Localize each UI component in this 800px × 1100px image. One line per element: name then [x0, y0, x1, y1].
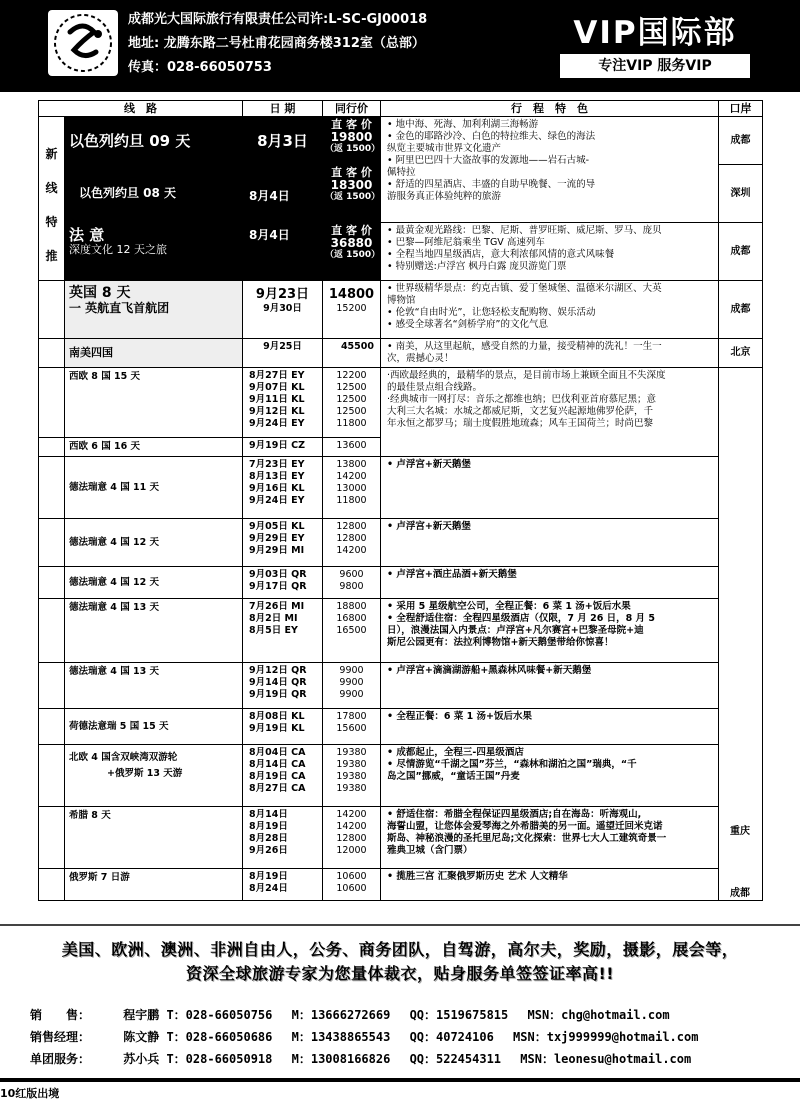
- table-row: [39, 567, 763, 599]
- price: 12500: [336, 394, 367, 405]
- price-cell: [323, 663, 381, 709]
- price: 9900: [339, 689, 364, 700]
- price: 12200: [336, 370, 367, 381]
- price: 9900: [339, 677, 364, 688]
- dates-cell: [243, 339, 323, 368]
- promo-banner: [0, 924, 800, 1004]
- features-cell: [381, 807, 719, 869]
- spacer-cell: [39, 745, 65, 807]
- dates-cell: [243, 567, 323, 599]
- new-tag-char: 线: [45, 181, 58, 195]
- feature-line: 海誓山盟，让您体会爱琴海之外希腊美的另一面。遥望迁回米克诺: [387, 821, 663, 832]
- dates-cell: [243, 745, 323, 807]
- route-cell: 德法瑞意 4 国 11 天: [65, 457, 243, 519]
- date: 9月19日 CZ: [249, 440, 305, 451]
- price: 19380: [336, 759, 367, 770]
- price: 13800: [336, 459, 367, 470]
- new-tag-char: 新: [45, 147, 58, 161]
- date: 9月19日 QR: [249, 689, 307, 700]
- banner-line-1: 美国、欧洲、澳洲、非洲自由人，公务、商务团队，自驾游，高尔夫，奖励，摄影，展会等，: [61, 940, 739, 959]
- contact-qq: QQ：40724106: [409, 1030, 494, 1044]
- features-cell: [381, 457, 719, 519]
- date: 9月03日 QR: [249, 569, 307, 580]
- features-cell: [381, 281, 719, 339]
- price-cell: [323, 281, 381, 339]
- spacer-cell: [39, 807, 65, 869]
- route-name: 英国 8 天: [69, 285, 131, 301]
- features-cell: [381, 567, 719, 599]
- date: 8月14日 CA: [249, 759, 306, 770]
- price: 10600: [336, 883, 367, 894]
- date: 9月14日 QR: [249, 677, 307, 688]
- route-cell: [65, 165, 243, 223]
- price-cell: [323, 599, 381, 663]
- table-row: [39, 117, 763, 165]
- route-subtitle: 一 英航直飞首航团: [69, 301, 170, 315]
- price-cell: [323, 567, 381, 599]
- route-cell: [65, 281, 243, 339]
- price: 16500: [336, 625, 367, 636]
- features-cell: [381, 745, 719, 807]
- features-cell: [381, 599, 719, 663]
- feature-line: ·经典城市一网打尽：音乐之都维也纳；巴伐利亚首府慕尼黑；意: [387, 394, 657, 405]
- contact-row: [30, 1004, 790, 1026]
- route-cell: [65, 223, 243, 281]
- spacer-cell: [39, 567, 65, 599]
- table-row: [39, 599, 763, 663]
- date: 8月5日 EY: [249, 625, 298, 636]
- date: 9月23日: [255, 287, 310, 302]
- table-header-row: [39, 101, 763, 117]
- date: 8月28日: [249, 833, 288, 844]
- spacer-cell: [39, 368, 65, 438]
- spacer-cell: [39, 339, 65, 368]
- feature-line: • 南美，从这里起航，感受自然的力量，接受精神的洗礼！一生一: [387, 341, 662, 352]
- price-cell: [323, 368, 381, 438]
- contact-msn: MSN：txj999999@hotmail.com: [513, 1030, 699, 1044]
- price: 14200: [336, 545, 367, 556]
- feature-line: 斯尼公园更有：法拉利博物馆+新天鹅堡带给你惊喜！: [387, 637, 614, 648]
- price-cell: [323, 223, 381, 281]
- route-cell: 南美四国: [65, 339, 243, 368]
- date: 9月07日 KL: [249, 382, 305, 393]
- page-footer: 10红版出境: [0, 1087, 60, 1100]
- date: 8月2日 MI: [249, 613, 298, 624]
- price: 36880: [330, 236, 373, 250]
- date: 8月4日: [249, 188, 290, 203]
- price-label: 直 客 价: [331, 166, 372, 179]
- price-cell: [323, 519, 381, 567]
- price: 11800: [336, 418, 367, 429]
- feature-line: • 采用 5 星级航空公司，全程正餐：6 菜 1 汤+饭后水果: [387, 601, 631, 612]
- price: 13000: [336, 483, 367, 494]
- feature-line: 年永恒之都罗马；瑞士度假胜地琉森；风车王国荷兰；时尚巴黎: [387, 418, 654, 429]
- table-row: [39, 457, 763, 519]
- price: 16800: [336, 613, 367, 624]
- price: 9800: [339, 581, 364, 592]
- price: 17800: [336, 711, 367, 722]
- features-cell: [381, 339, 719, 368]
- price: 13600: [336, 440, 367, 451]
- route-cell: 德法瑞意 4 国 13 天: [65, 663, 243, 709]
- new-tag-char: 推: [45, 249, 58, 263]
- date: 8月19日: [249, 871, 288, 882]
- route-cell: 德法瑞意 4 国 12 天: [65, 567, 243, 599]
- feature-line: • 阿里巴巴四十大盗故事的发源地——岩石古城-: [387, 155, 590, 166]
- contact-qq: QQ：522454311: [409, 1052, 502, 1066]
- route-cell: 希腊 8 天: [65, 807, 243, 869]
- date: 9月24日 EY: [249, 495, 305, 506]
- header-route: 线 路: [39, 101, 243, 117]
- features-cell: [381, 709, 719, 745]
- port-cell: 成都: [719, 117, 763, 165]
- spacer-cell: [39, 709, 65, 745]
- table-row: [39, 519, 763, 567]
- feature-line: 斯岛、神秘浪漫的圣托里尼岛;文化探索：世界七大人工建筑奇景一: [387, 833, 667, 844]
- feature-line: 的最佳景点组合线路。: [387, 382, 483, 393]
- contact-msn: MSN：chg@hotmail.com: [527, 1008, 670, 1022]
- date: 7月26日 MI: [249, 601, 305, 612]
- dates-cell: [243, 438, 323, 457]
- feature-line: 雅典卫城（含门票）: [387, 845, 473, 856]
- date: 9月05日 KL: [249, 521, 305, 532]
- feature-line: • 舒适住宿：希腊全程保证四星级酒店;自在海岛：听海观山,: [387, 809, 642, 820]
- feature-line: • 伦敦“自由时光”，让您轻松支配购物、娱乐活动: [387, 307, 596, 318]
- route-name: 西欧 8 国 15 天: [69, 371, 141, 382]
- header-price: 同行价: [323, 101, 381, 117]
- port-cell: 北京: [719, 339, 763, 368]
- contact-mobile: M：13666272669: [291, 1008, 391, 1022]
- date: 8月19日 CA: [249, 771, 306, 782]
- route-cell: 德法瑞意 4 国 13 天: [65, 599, 243, 663]
- price: 12800: [336, 533, 367, 544]
- feature-line: 纵览主要城市世界文化遗产: [387, 143, 502, 154]
- price: 11800: [336, 495, 367, 506]
- port-empty-cell: [719, 368, 763, 901]
- price-cell: [323, 869, 381, 901]
- dates-cell: [243, 281, 323, 339]
- feature-line: 大利三大名城：水城之都威尼斯，文艺复兴起源地佛罗伦萨，千: [387, 406, 654, 417]
- table-row: [39, 339, 763, 368]
- contact-mobile: M：13008166826: [291, 1052, 391, 1066]
- feature-line: • 揽胜三宫 汇聚俄罗斯历史 艺术 人文精华: [387, 871, 568, 882]
- header: [0, 0, 800, 92]
- table-row: [39, 223, 763, 281]
- price: 12000: [336, 845, 367, 856]
- contact-role: 单团服务：: [30, 1052, 91, 1066]
- date: 9月12日 KL: [249, 406, 305, 417]
- new-tag-cell: [39, 117, 65, 281]
- feature-line: • 特别赠送:卢浮宫 枫丹白露 庞贝游览门票: [387, 261, 567, 272]
- date: 8月04日 CA: [249, 747, 306, 758]
- feature-line: • 卢浮宫+新天鹅堡: [387, 521, 471, 532]
- port-cell: 成都: [719, 223, 763, 281]
- spacer-cell: [39, 457, 65, 519]
- price-cell: [323, 807, 381, 869]
- price: 15600: [336, 723, 367, 734]
- spacer-cell: [39, 599, 65, 663]
- dates-cell: [243, 807, 323, 869]
- date: 9月25日: [263, 341, 302, 352]
- price: 9900: [339, 665, 364, 676]
- price-label: 直 客 价: [331, 118, 372, 131]
- date: 8月27日 EY: [249, 370, 305, 381]
- contact-name-tel: 陈文静 T：028-66050686: [123, 1030, 273, 1044]
- table-row: [39, 281, 763, 339]
- date: 8月24日: [249, 883, 288, 894]
- date: 9月12日 QR: [249, 665, 307, 676]
- route-cell: [65, 117, 243, 165]
- price: 12500: [336, 406, 367, 417]
- feature-line: 岛之国”挪威，“童话王国”丹麦: [387, 771, 520, 782]
- price: 14200: [336, 809, 367, 820]
- feature-line: • 卢浮宫+酒庄品酒+新天鹅堡: [387, 569, 517, 580]
- price-cell: [323, 117, 381, 165]
- dates-cell: [243, 457, 323, 519]
- date: 9月26日: [249, 845, 288, 856]
- table-row: [39, 807, 763, 869]
- dates-cell: [243, 663, 323, 709]
- feature-line: • 全程舒适住宿：全程四星级酒店（仅限，7 月 26 日，8 月 5: [387, 613, 655, 624]
- date: 9月29日 MI: [249, 545, 305, 556]
- spacer-cell: [39, 519, 65, 567]
- date: 9月29日 EY: [249, 533, 305, 544]
- date: 8月08日 KL: [249, 711, 305, 722]
- feature-line: • 尽情游览“千湖之国”芬兰，“森林和湖泊之国”瑞典，“千: [387, 759, 637, 770]
- route-name: 法 意: [69, 226, 105, 244]
- price: 19800: [330, 130, 373, 144]
- new-tag-char: 特: [45, 215, 58, 229]
- spacer-cell: [39, 869, 65, 901]
- table-row: [39, 663, 763, 709]
- price: 12500: [336, 382, 367, 393]
- contact-qq: QQ：1519675815: [409, 1008, 509, 1022]
- price: 9600: [339, 569, 364, 580]
- spacer-cell: [39, 438, 65, 457]
- dates-cell: [243, 117, 323, 165]
- date: 7月23日 EY: [249, 459, 305, 470]
- dates-cell: [243, 223, 323, 281]
- dates-cell: [243, 709, 323, 745]
- feature-line: 游服务真正体验纯粹的旅游: [387, 191, 502, 202]
- feature-line: 次，震撼心灵！: [387, 353, 454, 364]
- rebate: （返 1500）: [325, 144, 381, 154]
- company-address: 地址: 龙腾东路二号杜甫花园商务楼312室（总部）: [128, 36, 425, 51]
- port-label-greece: 重庆: [730, 826, 750, 837]
- tour-table: [38, 100, 763, 901]
- price: 19380: [336, 783, 367, 794]
- feature-line: • 卢浮宫+新天鹅堡: [387, 459, 471, 470]
- features-cell: [381, 368, 719, 457]
- port-cell: 成都: [719, 281, 763, 339]
- spacer-cell: [39, 663, 65, 709]
- route-subtitle: 深度文化 12 天之旅: [69, 243, 167, 256]
- dates-cell: [243, 165, 323, 223]
- price: 12800: [336, 521, 367, 532]
- price-cell: [323, 457, 381, 519]
- date: 9月17日 QR: [249, 581, 307, 592]
- feature-line: 博物馆: [387, 295, 416, 306]
- price: 15200: [336, 303, 367, 314]
- date: 8月19日: [249, 821, 288, 832]
- date: 9月30日: [263, 303, 302, 314]
- table-row: [39, 368, 763, 438]
- company-name: 成都光大国际旅行有限责任公司许:L-SC-GJ00018: [128, 12, 428, 27]
- contact-mobile: M：13438865543: [291, 1030, 391, 1044]
- price-cell: [323, 438, 381, 457]
- contact-name-tel: 苏小兵 T：028-66050918: [123, 1052, 273, 1066]
- footer-divider: [0, 1078, 800, 1082]
- feature-line: • 感受全球著名“剑桥学府”的文化气息: [387, 319, 548, 330]
- features-cell: [381, 117, 719, 223]
- price: 14200: [336, 471, 367, 482]
- price: 19380: [336, 771, 367, 782]
- route-cell: [65, 745, 243, 807]
- date: 9月11日 KL: [249, 394, 305, 405]
- header-dates: 日 期: [243, 101, 323, 117]
- company-logo: [48, 10, 118, 76]
- banner-line-2: 资深全球旅游专家为您量体裁衣，贴身服务单签签证率高!!: [185, 964, 615, 983]
- date: 9月16日 KL: [249, 483, 305, 494]
- spacer-cell: [39, 281, 65, 339]
- route-cell: 德法瑞意 4 国 12 天: [65, 519, 243, 567]
- price-cell: [323, 339, 381, 368]
- price: 14200: [336, 821, 367, 832]
- feature-line: ·西欧最经典的，最精华的景点，是目前市场上兼顾全面且不失深度: [387, 370, 666, 381]
- date: 8月27日 CA: [249, 783, 306, 794]
- price: 14800: [328, 287, 375, 302]
- contact-row: [30, 1026, 790, 1048]
- date: 8月4日: [249, 228, 290, 242]
- route-subtitle: +俄罗斯 13 天游: [107, 768, 183, 779]
- route-name: 以色列约旦 09 天: [69, 131, 191, 150]
- feature-line: 佩特拉: [387, 167, 416, 178]
- price: 12800: [336, 833, 367, 844]
- price-cell: [323, 165, 381, 223]
- dates-cell: [243, 869, 323, 901]
- contact-role: 销售经理：: [30, 1030, 91, 1044]
- rebate: （返 1500）: [325, 192, 381, 202]
- contact-msn: MSN：leonesu@hotmail.com: [520, 1052, 692, 1066]
- date: 8月13日 EY: [249, 471, 305, 482]
- price: 18800: [336, 601, 367, 612]
- rebate: （返 1500）: [325, 250, 381, 260]
- feature-line: • 卢浮宫+滴滴湖游船+黑森林风味餐+新天鹅堡: [387, 665, 592, 676]
- contact-name-tel: 程宇鹏 T：028-66050756: [123, 1008, 273, 1022]
- port-label-russia: 成都: [730, 888, 750, 899]
- feature-line: • 成都起止，全程三-四星级酒店: [387, 747, 524, 758]
- vip-title: VIP国际部: [573, 15, 737, 51]
- route-cell: 俄罗斯 7 日游: [65, 869, 243, 901]
- feature-line: • 全程正餐：6 菜 1 汤+饭后水果: [387, 711, 532, 722]
- feature-line: 日），浪漫法国入内景点：卢浮宫+凡尔赛宫+巴黎圣母院+迪: [387, 625, 644, 636]
- feature-line: • 地中海、死海、加利利湖三海畅游: [387, 119, 539, 130]
- date: 9月19日 KL: [249, 723, 305, 734]
- features-cell: [381, 869, 719, 901]
- features-cell: [381, 663, 719, 709]
- contact-row: [30, 1048, 790, 1070]
- table-row: [39, 869, 763, 901]
- route-cell: 西欧 6 国 16 天: [65, 438, 243, 457]
- table-row: [39, 709, 763, 745]
- date: 9月24日 EY: [249, 418, 305, 429]
- price-cell: [323, 745, 381, 807]
- table-row: [39, 745, 763, 807]
- header-features: 行 程 特 色: [381, 101, 719, 117]
- price: 45500: [340, 341, 374, 352]
- features-cell: [381, 519, 719, 567]
- route-name: 以色列约旦 08 天: [79, 185, 177, 200]
- dates-cell: [243, 368, 323, 438]
- dates-cell: [243, 599, 323, 663]
- price: 10600: [336, 871, 367, 882]
- port-cell: 深圳: [719, 165, 763, 223]
- price: 19380: [336, 747, 367, 758]
- vip-slogan: 专注VIP 服务VIP: [560, 54, 750, 78]
- route-cell: [65, 368, 243, 438]
- price-label: 直 客 价: [331, 224, 372, 237]
- route-name: 北欧 4 国含双峡湾双游轮: [69, 752, 178, 763]
- feature-line: • 全程当地四星级酒店，意大利浓郁风情的意式风味餐: [387, 249, 615, 260]
- features-cell: [381, 223, 719, 281]
- company-fax: 传真：028-66050753: [128, 60, 272, 75]
- company-info: [128, 8, 427, 80]
- route-cell: 荷德法意瑞 5 国 15 天: [65, 709, 243, 745]
- date: 8月14日: [249, 809, 288, 820]
- price-cell: [323, 709, 381, 745]
- header-port: 口岸: [719, 101, 763, 117]
- contact-role: 销 售：: [30, 1008, 91, 1022]
- feature-line: • 金色的耶路沙冷、白色的特拉维夫、绿色的海法: [387, 131, 596, 142]
- feature-line: • 最黄金观光路线：巴黎、尼斯、普罗旺斯、威尼斯、罗马、庞贝: [387, 225, 662, 236]
- feature-line: • 巴黎—阿维尼翁乘坐 TGV 高速列车: [387, 237, 545, 248]
- dates-cell: [243, 519, 323, 567]
- date: 8月3日: [257, 131, 308, 150]
- feature-line: • 世界级精华景点：约克古镇、爱丁堡城堡、温德米尔湖区、大英: [387, 283, 662, 294]
- feature-line: • 舒适的四星酒店、丰盛的自助早晚餐、一流的导: [387, 179, 596, 190]
- contacts: [30, 1004, 790, 1070]
- price: 18300: [330, 178, 373, 192]
